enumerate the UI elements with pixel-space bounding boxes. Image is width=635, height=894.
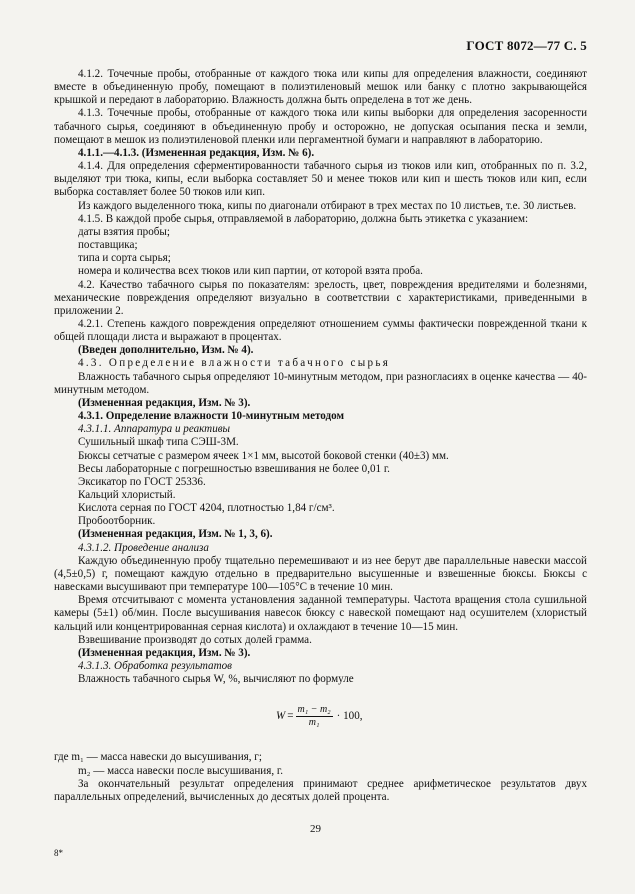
- equipment-item: Эксикатор по ГОСТ 25336.: [78, 475, 206, 488]
- subsection-heading-analysis: 4.3.1.2. Проведение анализа: [78, 541, 209, 554]
- formula-fraction: [296, 704, 333, 729]
- paragraph-timing: Время отсчитывают с момента установления заданной температуры. Частота вращения стола сушильной камеры (5±1) об/мин. После высушивания навесок бюксу с навеской помещают над осушителем (хлористый кальций или концентрированная серная кислота) и охлаждают в течение 10—15 мин.: [54, 594, 587, 633]
- amendment-note: (Измененная редакция, Изм. № 3).: [78, 396, 251, 409]
- label-item-numbers: номера и количества всех тюков или кип партии, от которой взята проба.: [78, 265, 423, 278]
- equipment-item: Кальций хлористый.: [78, 489, 176, 501]
- paragraph-4-1-2: 4.1.2. Точечные пробы, отобранные от каждого тюка или кипы для определения влажности, соединяют вместе в объединенную пробу, помещают в полиэтиленовый мешок или банку с плотно закрывающейся крышкой и передают в лабораторию. Влажность должна быть определена в тот же день.: [54, 68, 587, 107]
- paragraph-sampling: Из каждого выделенного тюка, кипы по диагонали отбирают в трех местах по 10 листьев, т.е. 30 листьев.: [78, 199, 577, 212]
- signature-mark: 8*: [54, 848, 63, 858]
- subsection-heading-results: 4.3.1.3. Обработка результатов: [78, 660, 232, 673]
- equipment-item: Бюксы сетчатые с размером ячеек 1×1 мм, высотой боковой стенки (40±3) мм.: [78, 449, 449, 462]
- definition-m2: m₂ — масса навески после высушивания, г.: [78, 764, 283, 777]
- formula-rhs: · 100,: [336, 710, 363, 723]
- moisture-formula: [54, 704, 587, 734]
- document-body: [54, 68, 587, 804]
- paragraph-method: Влажность табачного сырья определяют 10-минутным методом, при разногласиях в оценке качества — 40-минутным методом.: [54, 370, 587, 396]
- formula-denominator: m₁: [308, 717, 320, 729]
- paragraph-formula-intro: Влажность табачного сырья W, %, вычисляют по формуле: [78, 673, 354, 686]
- paragraph-4-2: 4.2. Качество табачного сырья по показателям: зрелость, цвет, повреждения вредителями и болезнями, механические повреждения определяют визуально в соответствии с характеристиками, приведенными в приложении 2.: [54, 278, 587, 317]
- section-heading-4-3: 4.3. Определение влажности табачного сырья: [78, 357, 391, 370]
- subsection-heading-equipment: 4.3.1.1. Аппаратура и реактивы: [78, 423, 231, 436]
- amendment-note: (Измененная редакция, Изм. № 1, 3, 6).: [78, 528, 273, 541]
- page-number: 29: [310, 823, 321, 835]
- formula-equals: =: [287, 710, 294, 723]
- label-item-supplier: поставщика;: [78, 239, 138, 252]
- section-heading-4-3-1: 4.3.1. Определение влажности 10-минутным методом: [78, 410, 345, 423]
- paragraph-4-1-5: 4.1.5. В каждой пробе сырья, отправляемой в лабораторию, должна быть этикетка с указанием:: [78, 212, 529, 225]
- paragraph-final-result: За окончательный результат определения принимают среднее арифметическое результатов двух параллельных определений, вычисленных до десятых долей процента.: [54, 777, 587, 803]
- label-item-date: даты взятия пробы;: [78, 225, 170, 238]
- page-header: ГОСТ 8072—77 С. 5: [466, 38, 587, 53]
- paragraph-analysis: Каждую объединенную пробу тщательно перемешивают и из нее берут две параллельные навески массой (4,5±0,5) г, помещают каждую отдельно в предварительно высушенные и взвешенные бюксы. Бюксы с навесками высушивают при температуре 100—105°С в течение 10 мин.: [54, 554, 587, 594]
- equipment-item: Пробоотборник.: [78, 515, 156, 528]
- formula-lhs: W: [276, 710, 286, 723]
- paragraph-4-1-3: 4.1.3. Точечные пробы, отобранные от каждого тюка или кипы выборки для определения засоренности табачного сырья, соединяют в объединенную пробу и осторожно, не допуская осыпания песка и земли, помещают в мешок из полиэтиленовой пленки или пергаментной бумаги и направляют в лабораторию.: [54, 107, 587, 146]
- amendment-note: 4.1.1.—4.1.3. (Измененная редакция, Изм. № 6).: [78, 146, 315, 159]
- paragraph-4-2-1: 4.2.1. Степень каждого повреждения определяют отношением суммы фактически поврежденной ткани к общей площади листа и выражают в процентах.: [54, 317, 587, 344]
- paragraph-4-1-4: 4.1.4. Для определения сферментированности табачного сырья из тюков или кип, отобранных по п. 3.2, выделяют три тюка, кипы, если выборка составляет 50 и менее тюков или кип и шесть тюков или кип, если выборка составляет более 50 тюков или кип.: [54, 160, 587, 199]
- equipment-item: Сушильный шкаф типа СЭШ-3М.: [78, 436, 239, 449]
- equipment-item: Кислота серная по ГОСТ 4204, плотностью 1,84 г/см³.: [78, 502, 335, 515]
- definition-m1: где m₁ — масса навески до высушивания, г;: [54, 751, 262, 764]
- label-item-type: типа и сорта сырья;: [78, 252, 171, 265]
- paragraph-weighing: Взвешивание производят до сотых долей грамма.: [78, 633, 312, 646]
- formula-numerator: m₁ − m₂: [297, 704, 331, 716]
- equipment-item: Весы лабораторные с погрешностью взвешивания не более 0,01 г.: [78, 462, 390, 475]
- amendment-note: (Введен дополнительно, Изм. № 4).: [78, 344, 254, 357]
- amendment-note: (Измененная редакция, Изм. № 3).: [78, 646, 251, 659]
